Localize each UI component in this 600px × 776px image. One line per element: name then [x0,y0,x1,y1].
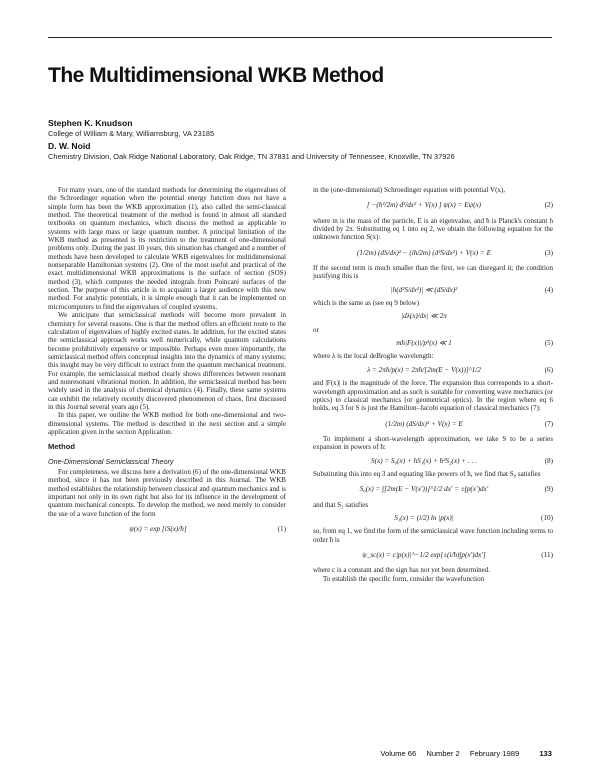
paragraph: in the (one-dimensional) Schroedinger equation with potential V(x), [313,186,506,194]
author-name: D. W. Noid [48,141,91,151]
equation [313,201,553,209]
author-affiliation: College of William & Mary, Williamsburg, VA 23185 [48,129,215,138]
paragraph: If the second term is much smaller than the first, we can disregard it; the condition justifying this is [313,264,553,281]
right-column [313,186,553,583]
equation [313,249,553,257]
journal-number: Number 2 [426,749,460,758]
page-number: 133 [539,749,552,758]
equation-number: (3) [544,248,553,257]
left-column [48,186,286,540]
paragraph: where m is the mass of the particle, E is an eigenvalue, and ħ is Planck's constant h divided by 2π. Substituting eq 1 into eq 2, we obtain the following equation for the unknown function S(x): [313,216,553,242]
equation-expression: λ = 2πħ/p(x) = 2πħ/[2m(E − V(x))]^1/2 [367,365,481,374]
equation [313,457,553,465]
journal-date: February 1989 [469,749,520,758]
section-heading: Method [48,442,75,452]
equation [313,514,553,522]
subsection-heading: One-Dimensional Semiclassical Theory [48,456,174,466]
author-name: Stephen K. Knudson [48,118,133,128]
paragraph: and that S₁ satisfies [313,500,369,509]
top-rule [48,37,552,38]
paragraph: To implement a short-wavelength approximation, we take S to be a series expansion in powers of ħ: [313,434,553,452]
journal-volume: Volume 66 [380,749,417,758]
equation [313,485,553,493]
paragraph: where c is a constant and the sign has not yet been determined. [313,566,491,575]
page-footer [372,749,552,758]
equation [313,366,553,374]
equation-number: (10) [541,513,553,522]
paragraph: For completeness, we discuss here a derivation (6) of the one-dimensional WKB method, since it has not been previously described in this Journal. The WKB method establishes the relationship between classical and quantum mechanics and is important not only in its own right but also for its influence in the development of quantum mechanical concepts. To develop the method, we need merely to consider the use of a wave function of the form [48,468,286,518]
equation-expression: ψ_sc(x) = c|p(x)|^−1/2 exp[±(i/ħ)∫p(x′)dx′] [362,550,486,559]
paragraph: For many years, one of the standard methods for determining the eigenvalues of the Schroedinger equation when the potential energy function does not have a simple form has been the WKB approximation (1), also called the semi-classical method. The theoretical treatment of the method is found in almost all standard textbooks on quantum mechanics, which discuss the method as applicable to systems with large mass or large quantum number. A principal limitation of the WKB method as presented is its restriction to the treatment of one-dimensional problems only. During the past 10 years, this situation has changed and a number of methods have been developed to calculate WKB eigenvalues for multidimensional nonseparable Hamiltonian systems (2). One of the most useful and practical of the exact multidimensional WKB approximations is the surface of section (SOS) method (3), which computes the needed integrals from Poincaré surfaces of the section. The purpose of this article is to acquaint a larger audience with this new method. For analytic potentials, it is simple enough that it can be implemented on microcomputers to find the eigenvalues of coupled systems. [48,186,286,311]
equation-number: (9) [544,485,553,494]
equation [313,551,553,559]
equation [313,286,553,294]
equation-number: (11) [541,550,553,559]
equation [313,339,553,347]
equation-expression: mħ|F(x)|/p³(x) ≪ 1 [396,339,452,348]
equation-number: (7) [544,419,553,428]
equation-number: (6) [544,365,553,374]
article-title: The Multidimensional WKB Method [48,64,384,87]
equation-number: (5) [544,339,553,348]
paragraph: We anticipate that semiclassical methods will become more prevalent in chemistry for several reasons. One is that the method offers an efficient route to the calculation of eigenvalues of highly excited states. In addition, for the excited states the semiclassical approach works well numerically, while quantum calculations become prohibitively expensive or impossible. Perhaps even more importantly, the semiclassical method offers conceptual insights into the dynamics of many systems; this insight may be very difficult to extract from the quantum mechanical treatment. For example, the semiclassical method clearly shows differences between resonant and nonresonant vibrational motion. In addition, the semiclassical method has been widely used in the analysis of chemical dynamics (4). Finally, these same systems can exhibit the relatively recently discovered phenomenon of chaos, first discussed in this Journal several years ago (5). [48,311,286,411]
equation-expression: (1/2m) (dS/dx)² − (iħ/2m) (d²S/dx²) + V(x) = E [357,248,491,257]
paragraph: Substituting this into eq 3 and equating like powers of ħ, we find that S₀ satisfies [313,469,541,478]
equation-expression: [ −(ħ²/2m) d²/dx² + V(x) ] ψ(x) = Eψ(x) [366,201,482,210]
paragraph: To establish the specific form, consider the wavefunction [323,574,485,583]
equation [48,525,286,533]
equation-expression: (1/2m) (dS/dx)² + V(x) = E [385,419,463,428]
paragraph: so, from eq 1, we find the form of the semiclassical wave function including terms to order ħ is [313,527,553,544]
author-affiliation: Chemistry Division, Oak Ridge National Laboratory, Oak Ridge, TN 37831 and University of Tennessee, Knoxville, TN 37926 [48,152,455,161]
paragraph: where λ is the local deBroglie wavelength: [313,352,434,361]
equation [313,312,553,320]
equation-expression: S₁(x) = (i/2) ln |p(x)| [394,513,454,522]
equation-expression: |ħ(d²S/dx²)| ≪ (dS/dx)² [390,285,458,294]
paragraph: and |F(x)| is the magnitude of the force. The expansion thus corresponds to a short-wavelength approximation and as such is suitable for converting wave mechanics (or optics) to classical mechanics (or geometrical optics). In the region where eq 6 holds, eq 3 for S is just the Hamilton–Jacobi equation of classical mechanics (7): [313,379,553,413]
equation-expression: ψ(x) = exp [iS(x)/ħ] [129,525,187,534]
equation-number: (4) [544,285,553,294]
equation-expression: S(x) = S₀(x) + ħS₁(x) + ħ²S₂(x) + . . . [371,456,477,465]
paragraph: or [313,325,319,334]
equation-expression: S₀(x) = ∫[2m(E − V(x′))]^1/2 dx′ = ±∫p(x′)dx′ [359,485,489,494]
equation-number: (2) [544,201,553,210]
equation [313,420,553,428]
paragraph: which is the same as (see eq 9 below) [313,299,420,308]
equation-expression: |dλ(x)/dx| ≪ 2π [401,312,447,321]
paragraph: In this paper, we outline the WKB method for both one-dimensional and two-dimensional systems. The method is described in the next section and a simple application given in the section Application. [48,411,286,436]
equation-number: (8) [544,456,553,465]
equation-number: (1) [277,525,286,534]
